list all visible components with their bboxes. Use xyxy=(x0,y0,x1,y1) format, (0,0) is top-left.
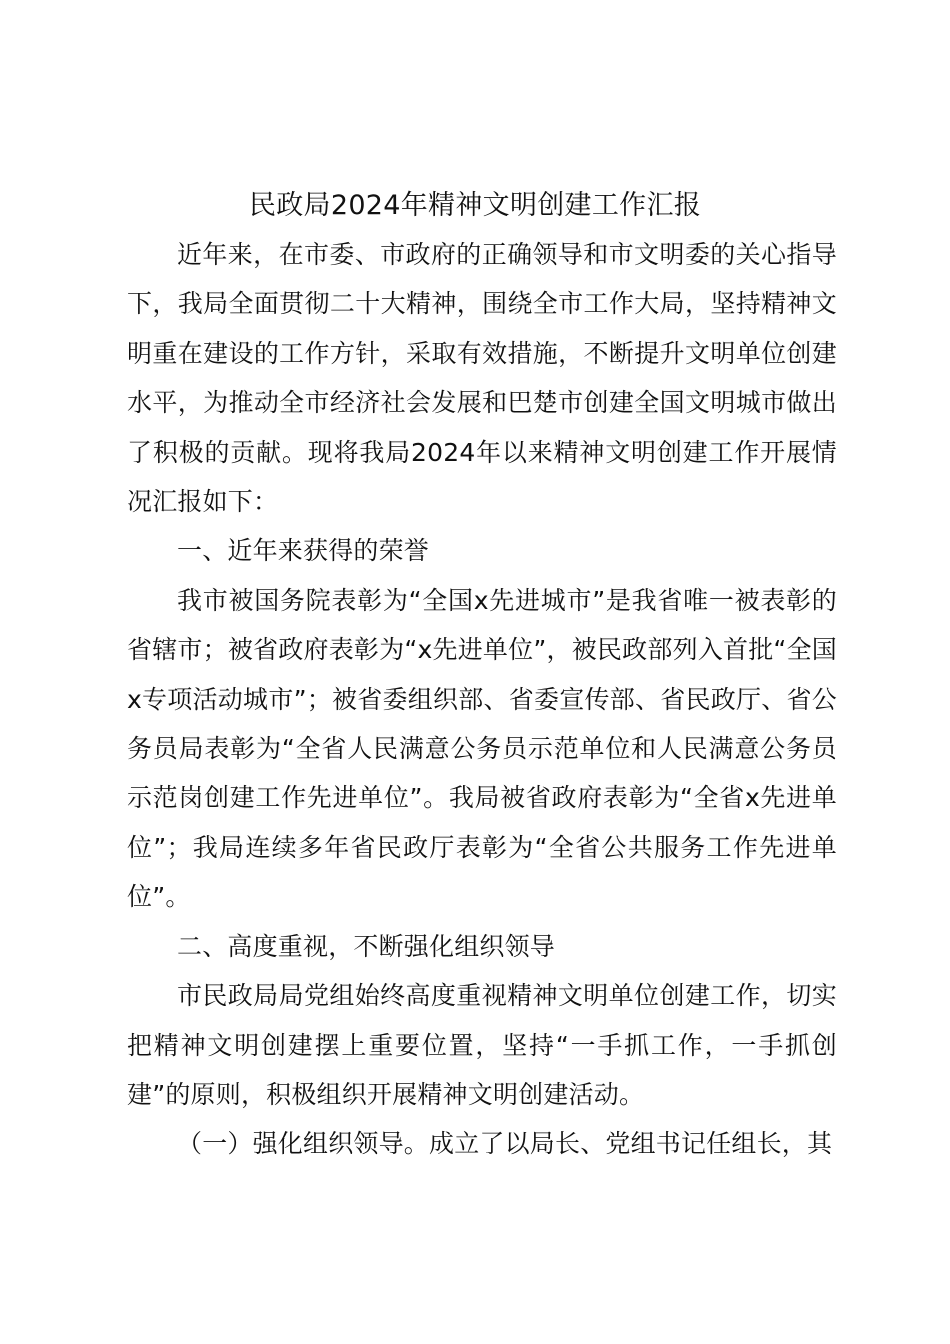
section-2-subsection-1: （一）强化组织领导。成立了以局长、党组书记任组长，其 xyxy=(177,1129,833,1159)
section-1-paragraph: 我市被国务院表彰为“全国x先进城市”是我省唯一被表彰的省辖市；被省政府表彰为“x先进单位”，被民政部列入首批“全国x专项活动城市”；被省委组织部、省委宣传部、省民政厅、省公务员局表彰为“全省人民满意公务员示范单位和人民满意公务员示范岗创建工作先进单位”。我局被省政府表彰为“全省x先进单位”；我局连续多年省民政厅表彰为“全省公共服务工作先进单位”。 xyxy=(127,585,837,912)
section-2-heading: 二、高度重视，不断强化组织领导 xyxy=(177,931,556,961)
document-title: 民政局2024年精神文明创建工作汇报 xyxy=(248,190,702,221)
section-1-heading: 一、近年来获得的荣誉 xyxy=(177,536,430,566)
intro-paragraph: 近年来，在市委、市政府的正确领导和市文明委的关心指导下，我局全面贯彻二十大精神，围绕全市工作大局，坚持精神文明重在建设的工作方针，采取有效措施，不断提升文明单位创建水平，为推动全市经济社会发展和巴楚市创建全国文明城市做出了积极的贡献。现将我局2024年以来精神文明创建工作开展情况汇报如下： xyxy=(127,240,837,517)
document-body xyxy=(127,230,837,1169)
section-2-paragraph: 市民政局局党组始终高度重视精神文明单位创建工作，切实把精神文明创建摆上重要位置，坚持“一手抓工作，一手抓创建”的原则，积极组织开展精神文明创建活动。 xyxy=(127,981,837,1109)
